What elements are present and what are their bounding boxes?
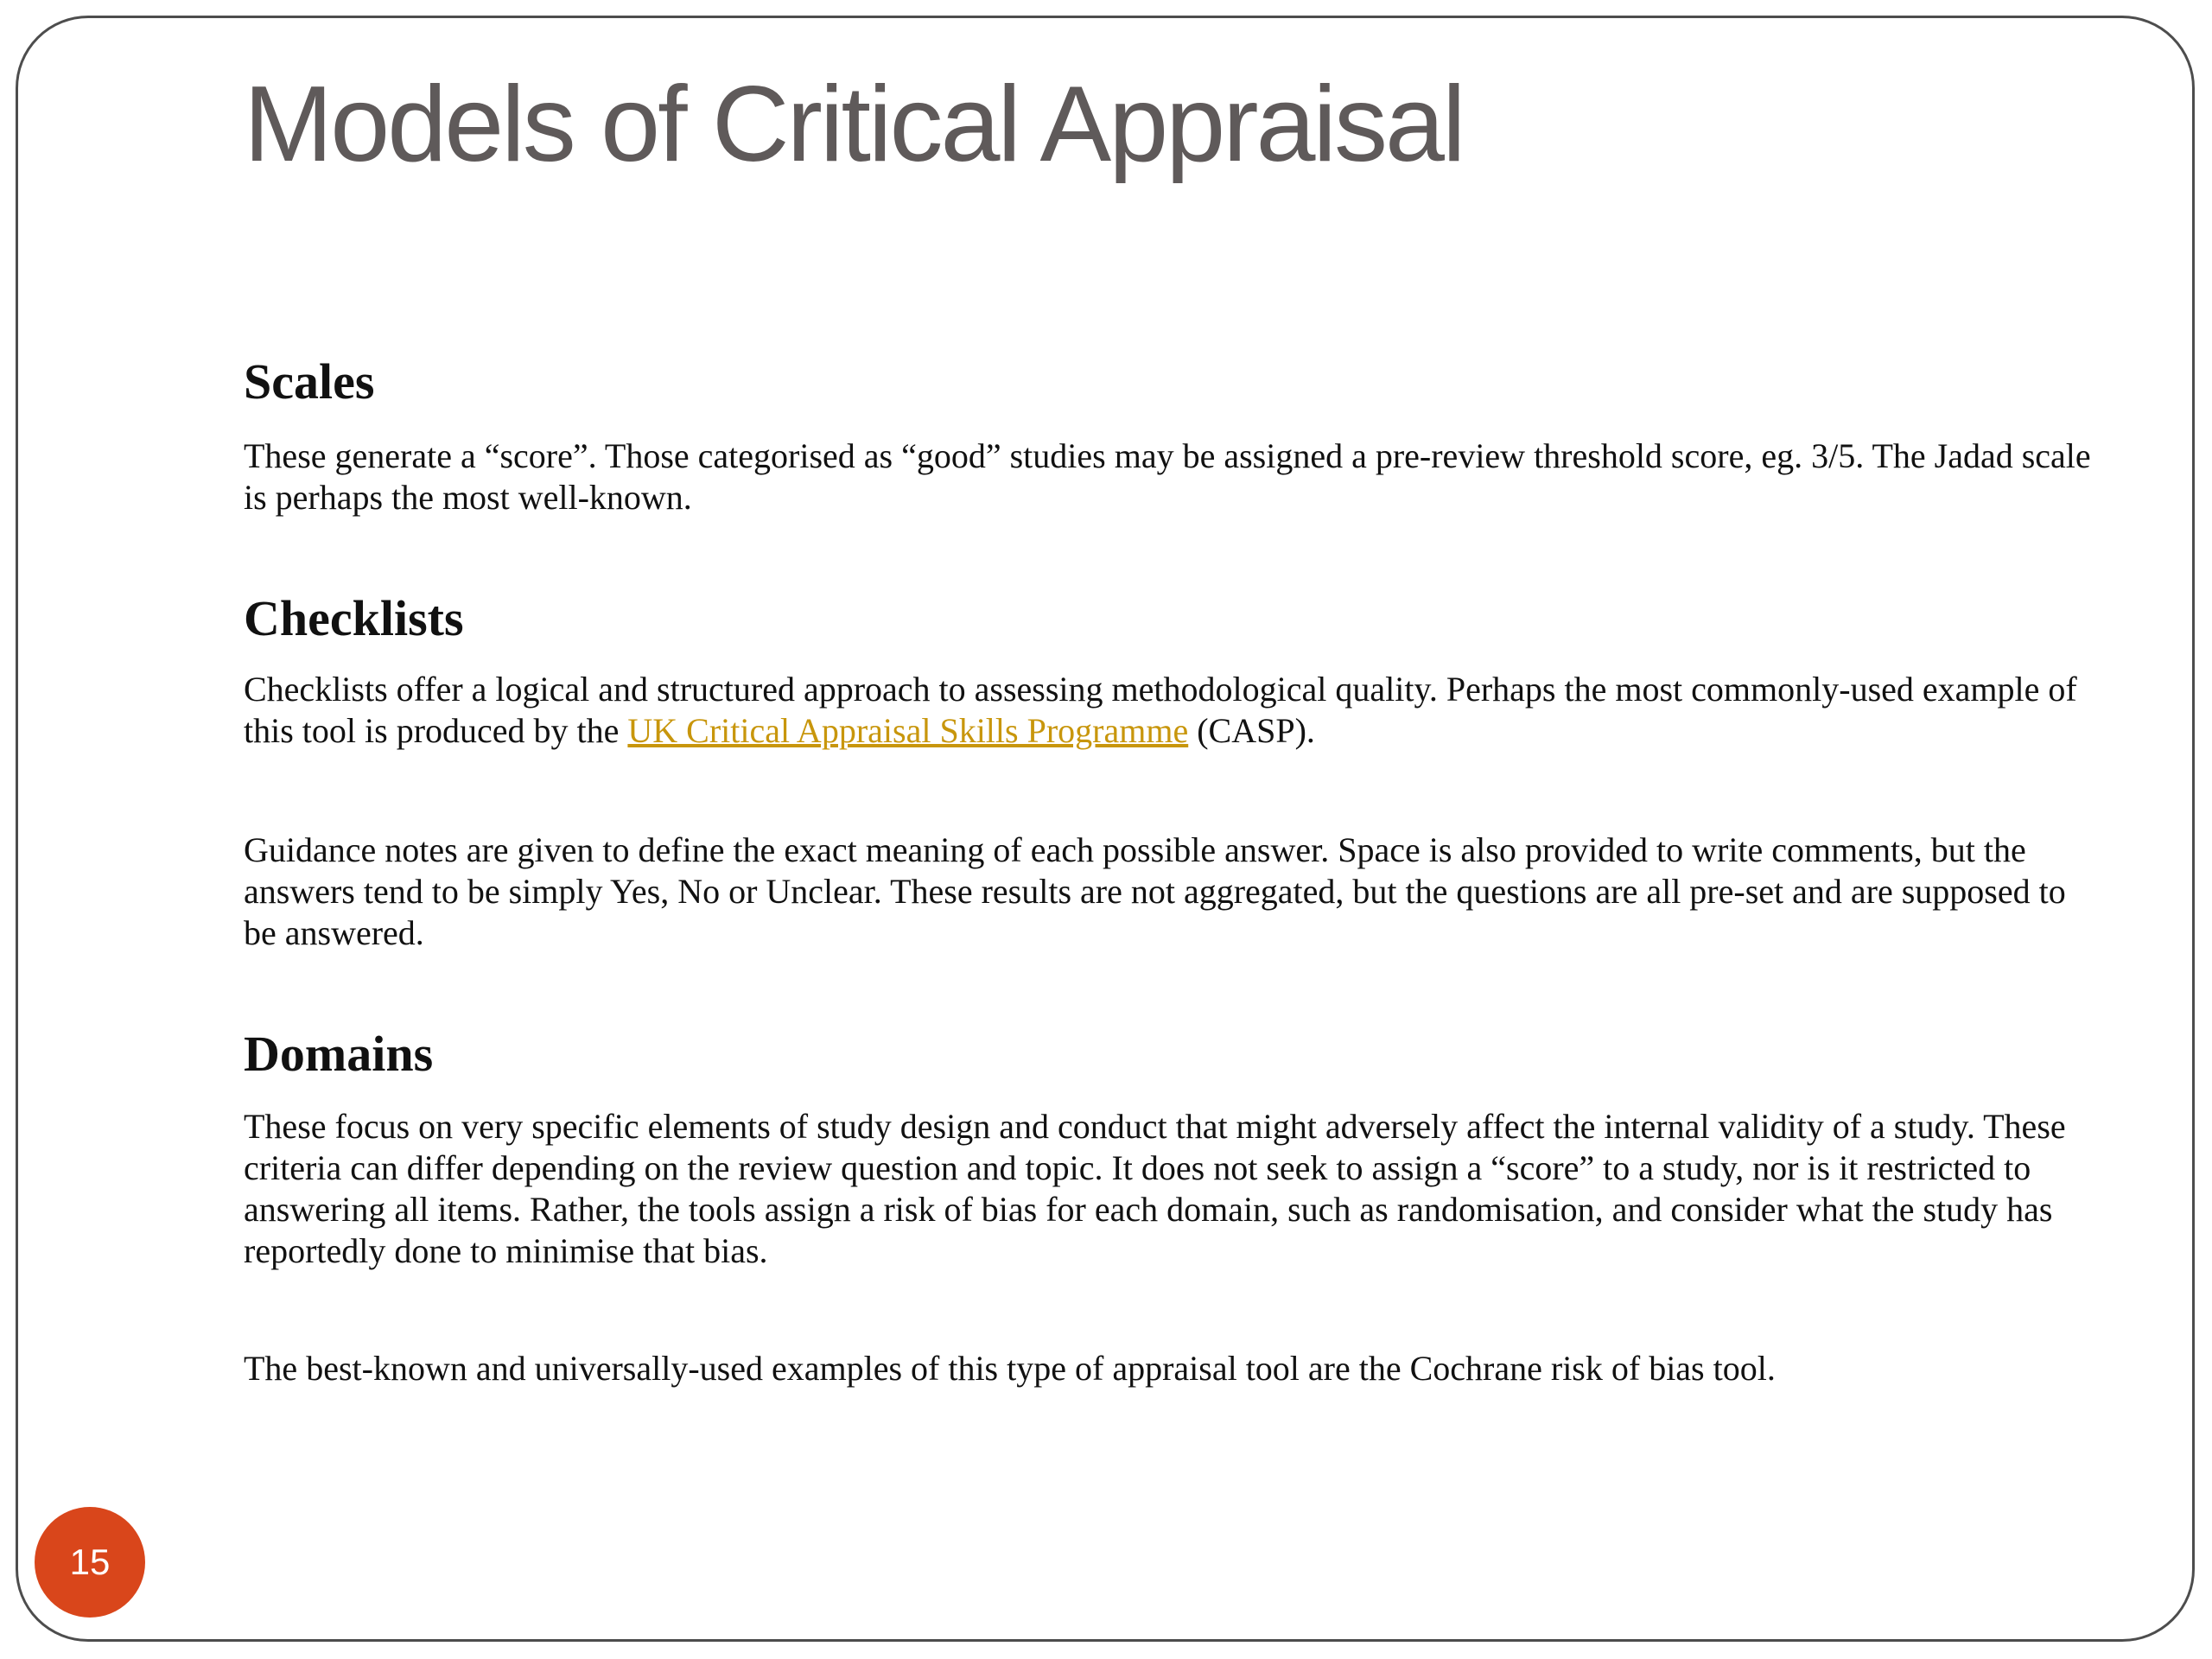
domains-examples-paragraph: The best-known and universally-used examples of this type of appraisal tool are the Cochrane risk of bias tool.	[244, 1349, 1776, 1388]
domains-paragraph: These focus on very specific elements of study design and conduct that might adversely affect the internal validity of a study. These criteria can differ depending on the review question and topic. It does not seek to assign a “score” to a study, nor is it restricted to answering all items. Rather, the tools assign a risk of bias for each domain, such as randomisation, and consider what the study has reportedly done to minimise that bias.	[244, 1107, 2066, 1270]
page-number-badge: 15	[35, 1507, 145, 1618]
scales-paragraph: These generate a “score”. Those categorised as “good” studies may be assigned a pre-review threshold score, eg. 3/5. The Jadad scale is perhaps the most well-known.	[244, 436, 2091, 517]
checklists-heading: Checklists	[244, 590, 464, 646]
slide-title: Models of Critical Appraisal	[244, 65, 1464, 184]
scales-heading: Scales	[244, 353, 375, 410]
domains-heading: Domains	[244, 1026, 434, 1082]
checklists-text-before-link: Checklists offer a logical and structured approach to assessing methodological quality. Perhaps the most commonly-used example of this tool is produced by the	[244, 670, 2077, 750]
checklists-guidance-paragraph: Guidance notes are given to define the exact meaning of each possible answer. Space is also provided to write comments, but the answers tend to be simply Yes, No or Unclear. These results are not aggregated, but the questions are all pre-set and are supposed to be answered.	[244, 830, 2066, 952]
casp-link[interactable]: UK Critical Appraisal Skills Programme	[627, 711, 1189, 750]
checklists-paragraph	[244, 669, 2093, 752]
slide-frame	[16, 16, 2195, 1642]
checklists-text-after-link: (CASP).	[1188, 711, 1315, 750]
